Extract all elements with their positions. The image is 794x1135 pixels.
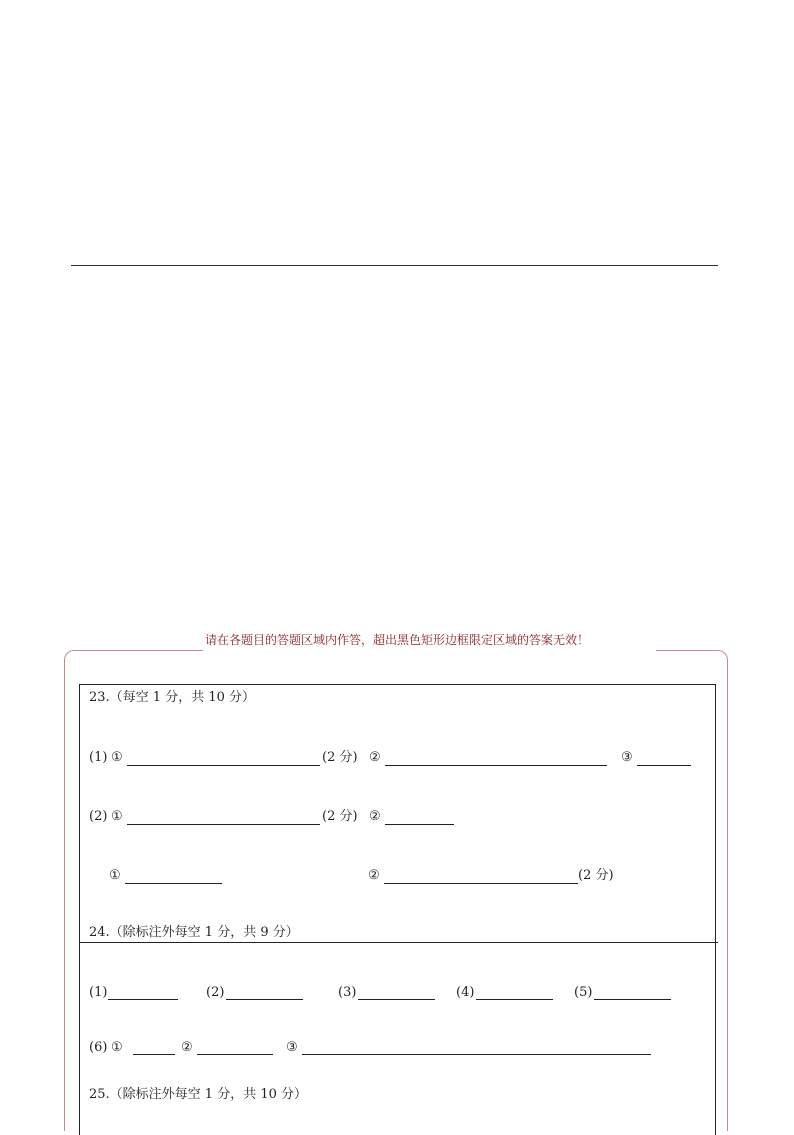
q23-row2-blank2[interactable] — [385, 824, 454, 825]
section-divider — [71, 265, 718, 266]
q25-header: 25.（除标注外每空 1 分，共 10 分） — [89, 1087, 308, 1102]
q24-row1-blank2[interactable] — [226, 999, 303, 1000]
q24-row1-blank3[interactable] — [358, 999, 435, 1000]
q24-row2-blank2[interactable] — [197, 1054, 273, 1055]
q23-row3-blank2[interactable] — [384, 883, 578, 884]
q23-row1-circle2: ② — [369, 750, 381, 765]
q23-row1-blank3[interactable] — [637, 765, 691, 766]
q23-row2-circle1: ① — [111, 809, 123, 824]
q23-row2-circle2: ② — [369, 809, 381, 824]
q23-row2-score1: (2 分) — [322, 809, 358, 824]
answer-area-notice: 请在各题目的答题区域内作答，超出黑色矩形边框限定区域的答案无效！ — [204, 633, 589, 647]
q23-row2-blank1[interactable] — [127, 824, 320, 825]
q23-row1-label: (1) — [89, 750, 108, 765]
q23-header: 23.（每空 1 分，共 10 分） — [89, 690, 256, 705]
q24-row1-blank5[interactable] — [594, 999, 671, 1000]
q24-row1-label5: (5) — [574, 985, 593, 1000]
q24-row1-label2: (2) — [206, 985, 225, 1000]
q24-row2-label: (6) — [89, 1040, 108, 1055]
q23-row3-blank1[interactable] — [125, 883, 222, 884]
q24-row1-label3: (3) — [338, 985, 357, 1000]
q23-row1-circle1: ① — [111, 750, 123, 765]
answer-box-divider — [79, 942, 718, 943]
q24-row1-label4: (4) — [456, 985, 475, 1000]
q24-row2-circle2: ② — [181, 1040, 193, 1055]
q24-row1-blank1[interactable] — [108, 999, 178, 1000]
q23-row1-circle3: ③ — [621, 750, 633, 765]
q24-row2-circle1: ① — [111, 1040, 123, 1055]
q23-row1-blank1[interactable] — [127, 765, 320, 766]
q23-row1-blank2[interactable] — [385, 765, 607, 766]
q23-row3-score2: (2 分) — [578, 868, 614, 883]
q23-row3-circle1: ① — [109, 868, 121, 883]
q23-row2-label: (2) — [89, 809, 108, 824]
q24-row2-blank1[interactable] — [133, 1054, 175, 1055]
q24-row2-blank3[interactable] — [302, 1054, 651, 1055]
q24-row2-circle3: ③ — [286, 1040, 298, 1055]
q24-row1-label1: (1) — [89, 985, 108, 1000]
q24-row1-blank4[interactable] — [476, 999, 553, 1000]
q23-row1-score1: (2 分) — [322, 750, 358, 765]
q23-row3-circle2: ② — [368, 868, 380, 883]
q24-header: 24.（除标注外每空 1 分，共 9 分） — [89, 925, 299, 940]
